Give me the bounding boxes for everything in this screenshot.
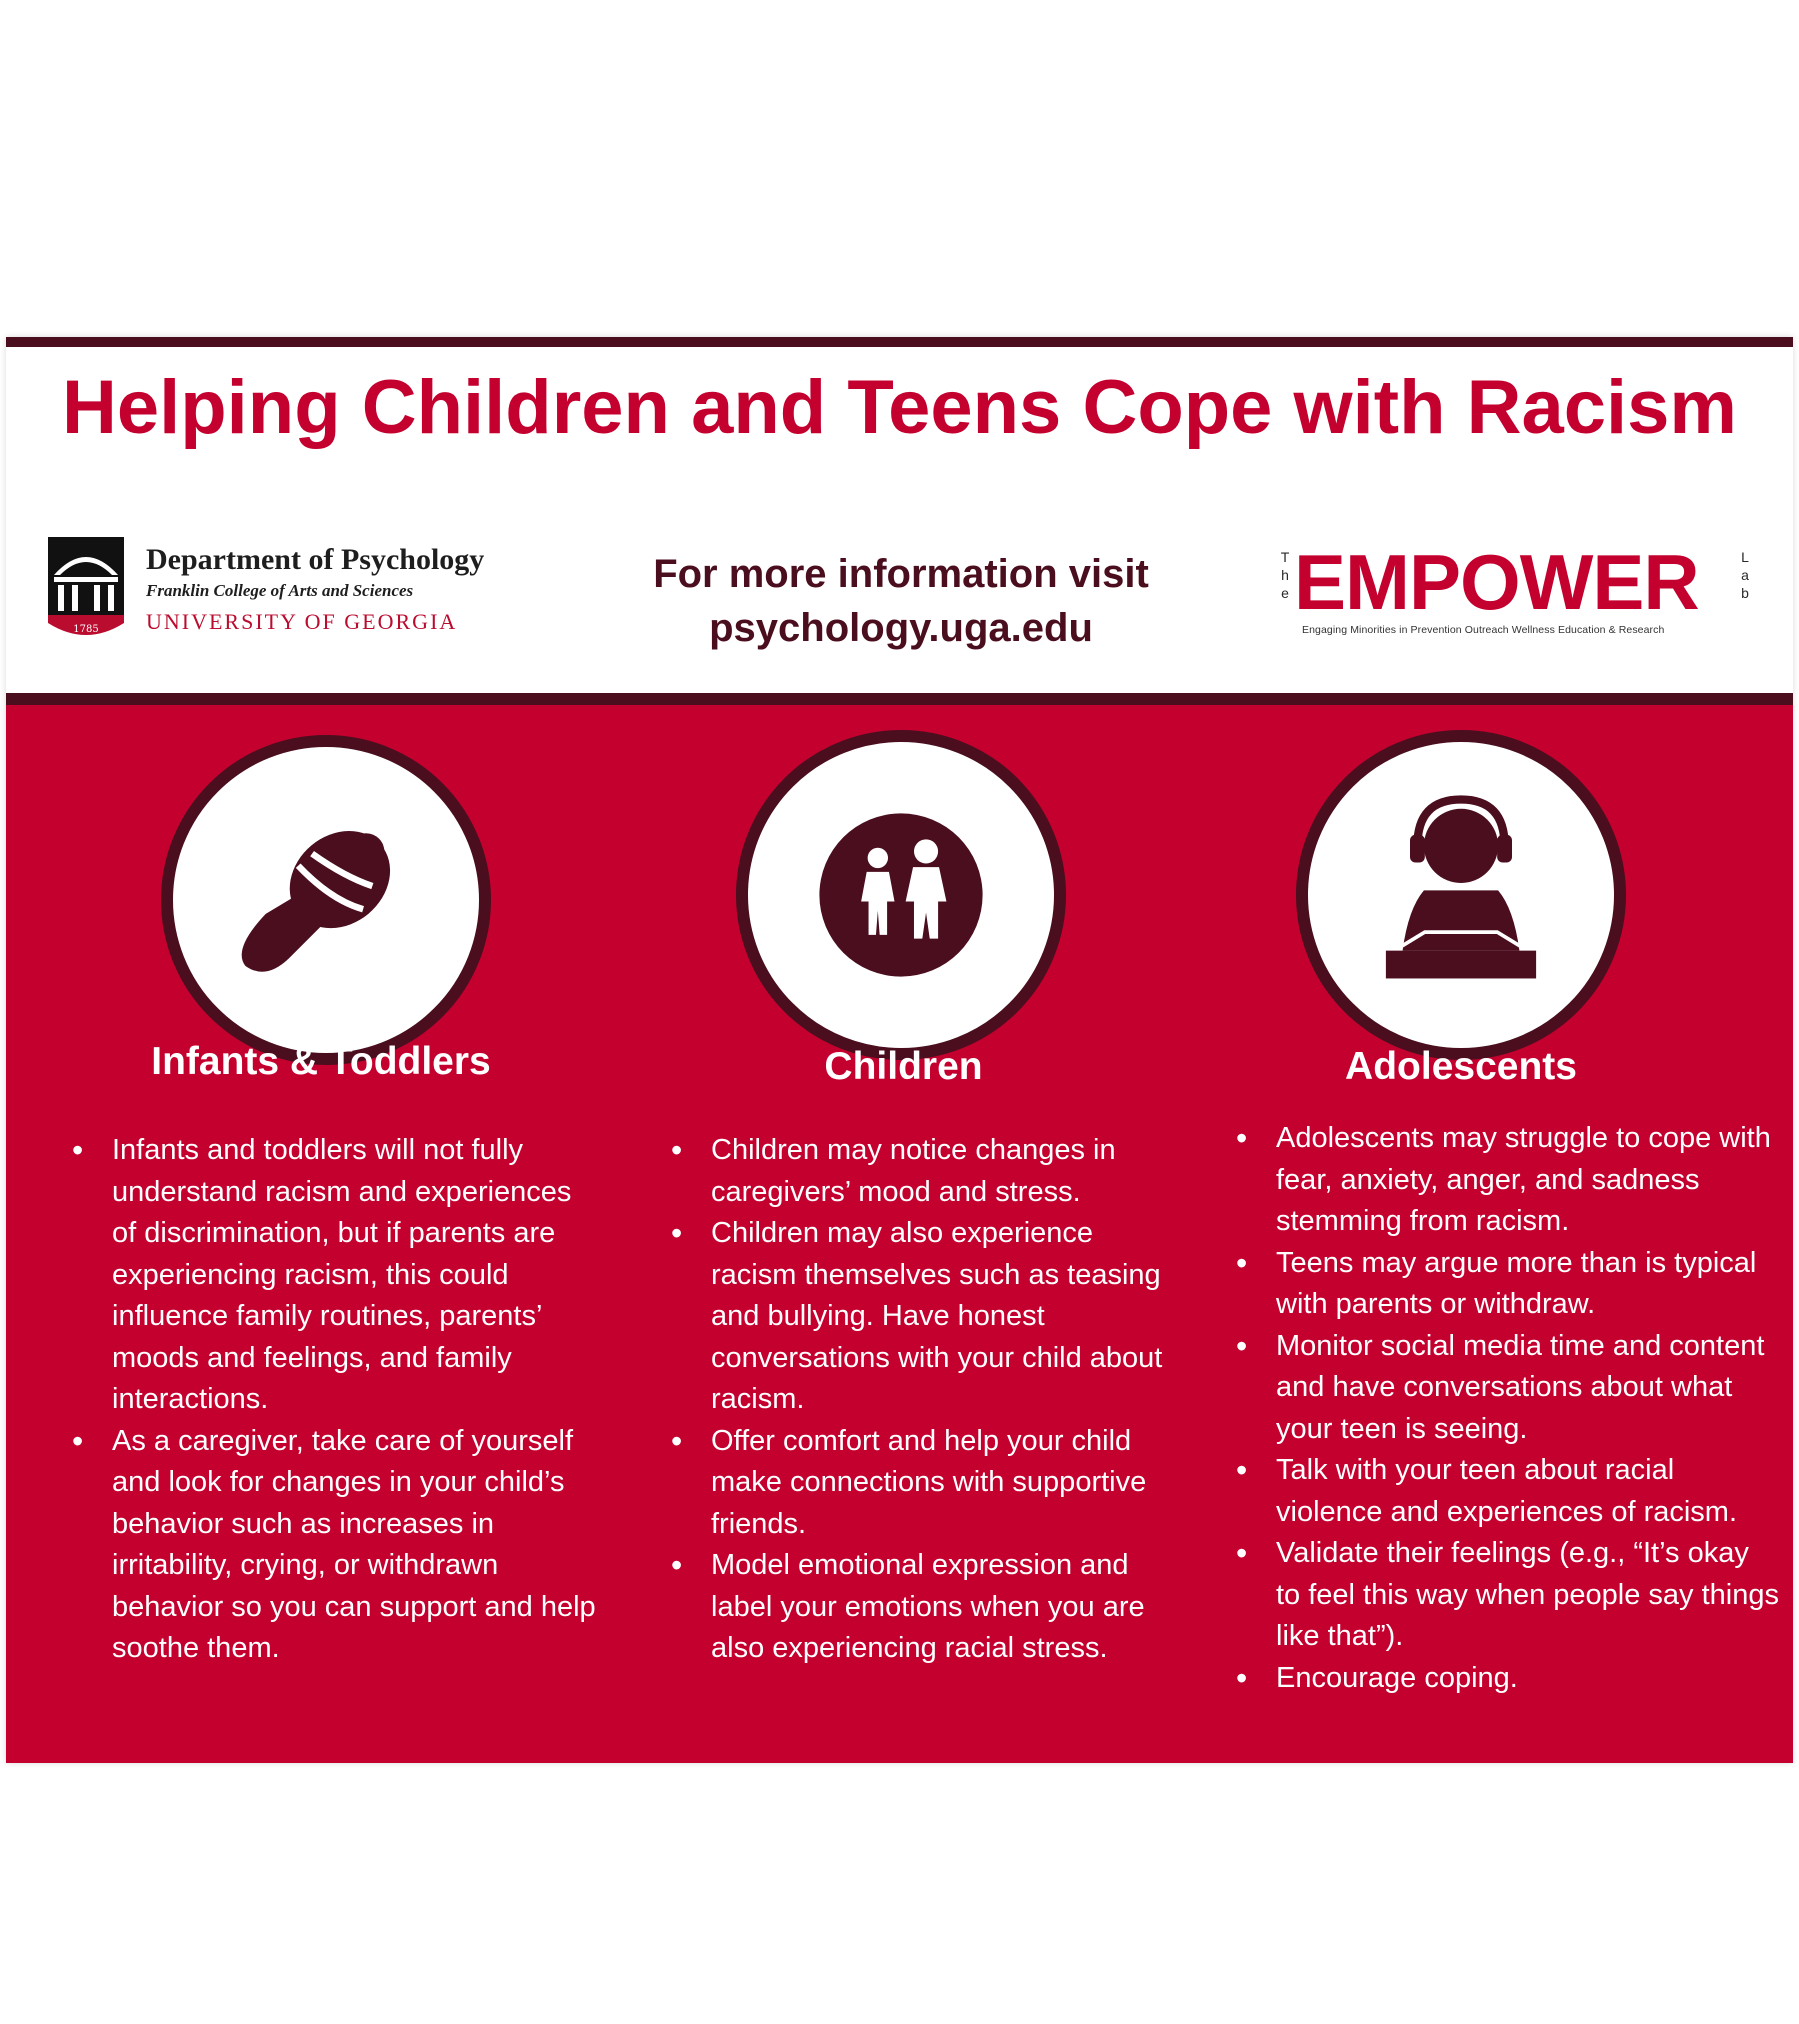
university-name: UNIVERSITY OF GEORGIA: [146, 609, 458, 634]
list-item: • Children may notice changes in caregivers’ mood and stress.: [671, 1130, 1186, 1213]
list-item: • As a caregiver, take care of yourself and look for changes in your child’s behavior such as increases in irritability, crying, or withdrawn behavior so you can support and help soothe them.: [72, 1421, 602, 1670]
list-item: • Encourage coping.: [1236, 1658, 1781, 1700]
infographic-card: [6, 337, 1793, 1763]
empower-lab-label: L a b: [1741, 549, 1749, 601]
college-name: Franklin College of Arts and Sciences: [146, 581, 414, 600]
bullets-infants-toddlers: [72, 1130, 602, 1670]
more-info-block: [566, 547, 1236, 655]
header-divider: [6, 693, 1793, 705]
baby-rattle-icon: [161, 735, 491, 1065]
page-title: Helping Children and Teens Cope with Racism: [61, 365, 1738, 450]
uga-psychology-logo: [46, 535, 606, 655]
list-item: • Adolescents may struggle to cope with fear, anxiety, anger, and sadness stemming from racism.: [1236, 1118, 1781, 1243]
bullets-adolescents: [1236, 1118, 1781, 1699]
column-children: [631, 705, 1191, 1763]
more-info-text: For more information visit: [653, 552, 1149, 596]
more-info-url[interactable]: psychology.uga.edu: [709, 606, 1093, 650]
list-item: • Infants and toddlers will not fully understand racism and experiences of discrimination, but if parents are experiencing racism, this could influence family routines, parents’ moods and feelings, and family interactions.: [72, 1130, 602, 1421]
heading-infants-toddlers: Infants & Toddlers: [151, 1040, 491, 1083]
department-name: Department of Psychology: [146, 543, 485, 576]
uga-year: 1785: [73, 624, 99, 635]
top-divider: [6, 337, 1793, 347]
empower-the-label: T h e: [1280, 549, 1290, 601]
list-item: • Talk with your teen about racial violence and experiences of racism.: [1236, 1450, 1781, 1533]
teen-headphones-icon: [1296, 730, 1626, 1060]
list-item: • Teens may argue more than is typical with parents or withdraw.: [1236, 1243, 1781, 1326]
heading-adolescents: Adolescents: [1345, 1045, 1577, 1088]
list-item: • Children may also experience racism themselves such as teasing and bullying. Have honest conversations with your child about racism.: [671, 1213, 1186, 1421]
empower-tagline: Engaging Minorities in Prevention Outreach Wellness Education & Research: [1302, 624, 1665, 636]
column-infants-toddlers: [46, 705, 606, 1763]
column-adolescents: [1196, 705, 1779, 1763]
empower-lab-logo: [1278, 532, 1758, 642]
list-item: • Monitor social media time and content and have conversations about what your teen is seeing.: [1236, 1326, 1781, 1451]
heading-children: Children: [824, 1045, 983, 1088]
list-item: • Model emotional expression and label your emotions when you are also experiencing racial stress.: [671, 1545, 1186, 1670]
list-item: • Offer comfort and help your child make connections with supportive friends.: [671, 1421, 1186, 1546]
children-walking-icon: [736, 730, 1066, 1060]
bullets-children: [671, 1130, 1186, 1670]
list-item: • Validate their feelings (e.g., “It’s okay to feel this way when people say things like that”).: [1236, 1533, 1781, 1658]
content-panel: [6, 705, 1793, 1763]
empower-word: EMPOWER: [1294, 538, 1699, 626]
uga-arch-icon: [46, 535, 126, 645]
